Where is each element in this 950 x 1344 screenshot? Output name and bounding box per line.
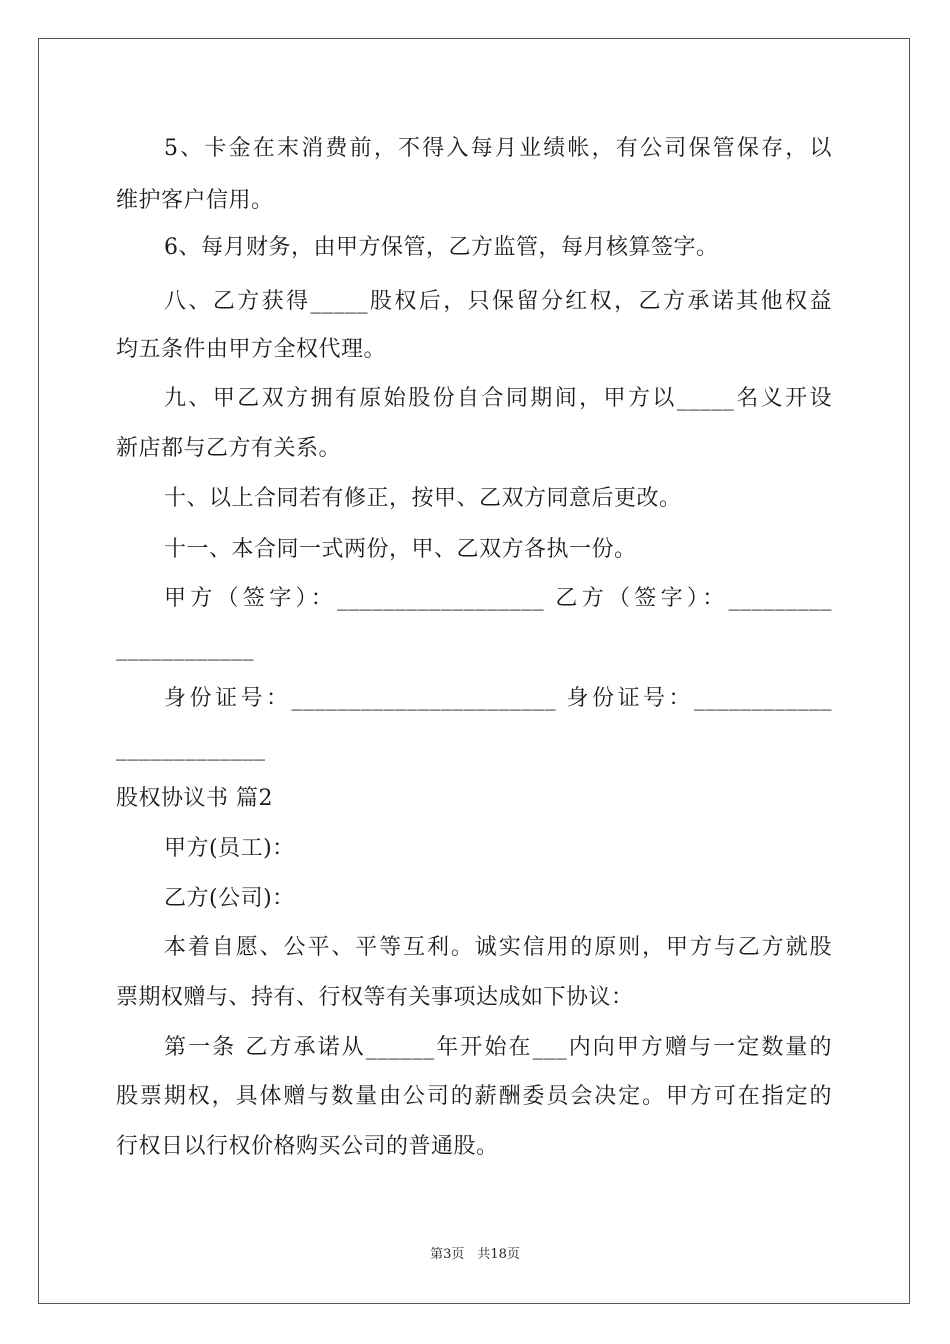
party-b-line: 乙方(公司)： <box>164 886 295 911</box>
page-number-footer: 第3页 共18页 <box>430 1247 520 1262</box>
paragraph-line: 八、乙方获得_____股权后，只保留分红权，乙方承诺其他权益 <box>164 289 832 314</box>
paragraph-line: 本着自愿、公平、平等互利。诚实信用的原则，甲方与乙方就股 <box>164 935 832 960</box>
paragraph-line: 九、甲乙双方拥有原始股份自合同期间，甲方以_____名义开设 <box>164 386 832 411</box>
paragraph-line: 维护客户信用。 <box>116 188 274 213</box>
section-heading: 股权协议书 篇2 <box>116 786 273 811</box>
paragraph-line: 新店都与乙方有关系。 <box>116 436 342 461</box>
id-number-line: 身份证号：_______________________ 身份证号：____________ <box>164 686 832 711</box>
paragraph-line: 5、卡金在末消费前，不得入每月业绩帐，有公司保管保存，以 <box>164 136 832 161</box>
paragraph-line: 十一、本合同一式两份，甲、乙双方各执一份。 <box>164 537 637 562</box>
id-number-line: _____________ <box>116 736 266 761</box>
paragraph-line: 票期权赠与、持有、行权等有关事项达成如下协议： <box>116 985 634 1010</box>
party-a-line: 甲方(员工)： <box>164 836 295 861</box>
paragraph-line: 股票期权，具体赠与数量由公司的薪酬委员会决定。甲方可在指定的 <box>116 1084 832 1109</box>
signature-line: ____________ <box>116 636 254 661</box>
paragraph-line: 均五条件由甲方全权代理。 <box>116 337 387 362</box>
page-border <box>38 38 910 1304</box>
signature-line: 甲方（签字）：__________________ 乙方（签字）：_________ <box>164 586 832 611</box>
paragraph-line: 十、以上合同若有修正，按甲、乙双方同意后更改。 <box>164 486 682 511</box>
paragraph-line: 行权日以行权价格购买公司的普通股。 <box>116 1134 499 1159</box>
paragraph-line: 6、每月财务，由甲方保管，乙方监管，每月核算签字。 <box>164 235 719 260</box>
paragraph-line: 第一条 乙方承诺从______年开始在___内向甲方赠与一定数量的 <box>164 1035 832 1060</box>
